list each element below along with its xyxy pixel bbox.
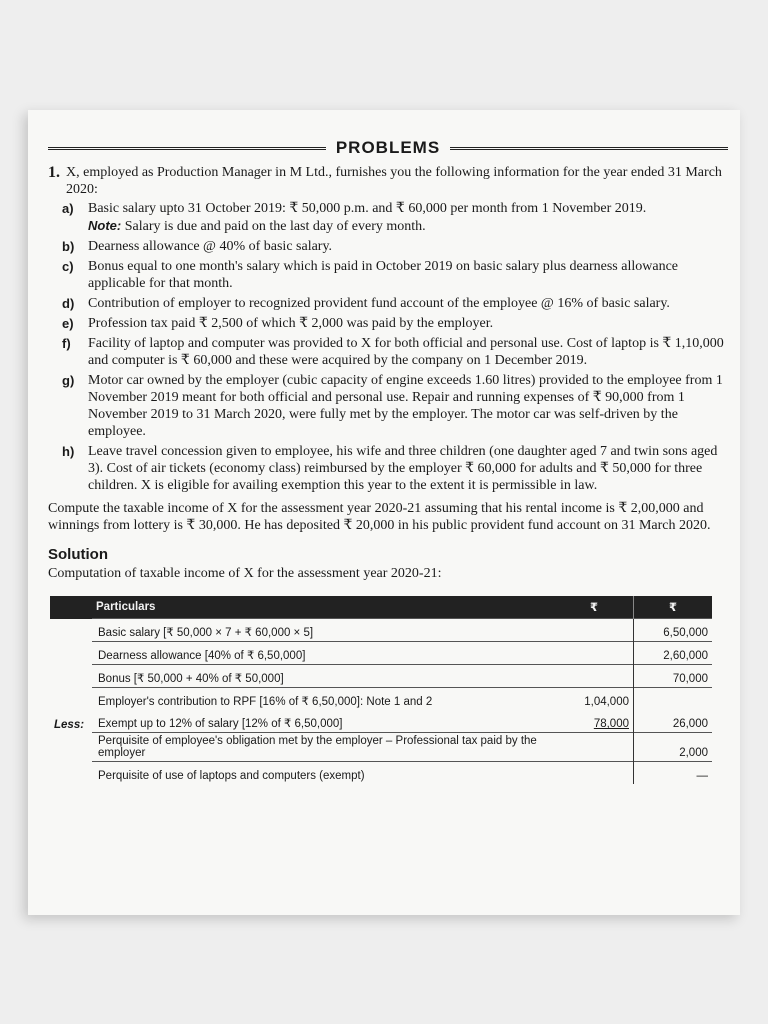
item-text: Facility of laptop and computer was provided to X for both official and personal use. Cost of laptop is ₹ 1,10,000 and computer is ₹ 60,000 and these were acquired by the company on 1 December 2019.: [88, 336, 724, 368]
item-text: Leave travel concession given to employee, his wife and three children (one daughter aged 7 and twin sons aged 3). Cost of air tickets (economy class) reimbursed by the employer ₹ 60,000 for adults and ₹ 50,000 for three children. X is eligible for availing exemption this year to the extent it is permissible in law.: [88, 444, 718, 493]
heading-title: PROBLEMS: [335, 138, 441, 157]
question-item-d: [62, 295, 728, 312]
question-items: [62, 200, 728, 494]
question-header: [48, 164, 728, 198]
item-text: Basic salary upto 31 October 2019: ₹ 50,000 p.m. and ₹ 60,000 per month from 1 November 2019.: [88, 201, 647, 216]
row-prefix: [50, 642, 92, 665]
item-text: Profession tax paid ₹ 2,500 of which ₹ 2,000 was paid by the employer.: [88, 316, 494, 331]
question-item-h: [62, 443, 728, 494]
row-prefix: [50, 688, 92, 711]
row-amount-2: 6,50,000: [634, 619, 713, 642]
section-heading: [48, 138, 728, 158]
heading-rule-right: [450, 147, 728, 150]
item-letter: g): [62, 373, 75, 388]
solution-subtitle: Computation of taxable income of X for the assessment year 2020-21:: [48, 566, 442, 581]
question-item-b: [62, 238, 728, 255]
row-amount-2: 2,000: [634, 733, 713, 762]
question-number: 1.: [48, 164, 60, 181]
heading-rule-left: [48, 147, 326, 150]
row-particulars: Employer's contribution to RPF [16% of ₹ 6,50,000]: Note 1 and 2: [92, 688, 555, 711]
row-particulars: Perquisite of use of laptops and computers (exempt): [92, 762, 555, 785]
item-letter: h): [62, 444, 75, 459]
note-text: Salary is due and paid on the last day of every month.: [124, 219, 426, 234]
row-prefix: [50, 619, 92, 642]
row-amount-1: 1,04,000: [555, 688, 634, 711]
note-label: Note:: [88, 218, 122, 233]
question-item-c: [62, 258, 728, 292]
row-amount-1: [555, 642, 634, 665]
row-prefix: [50, 733, 92, 762]
compute-instruction: Compute the taxable income of X for the assessment year 2020-21 assuming that his rental income is ₹ 2,00,000 and winnings from lottery is ₹ 30,000. He has deposited ₹ 20,000 in his public provident fund account on 31 March 2020.: [48, 501, 711, 533]
table-row: [50, 619, 712, 642]
table-row: [50, 688, 712, 711]
row-particulars: Bonus [₹ 50,000 + 40% of ₹ 50,000]: [92, 665, 555, 688]
row-particulars: Perquisite of employee's obligation met by the employer – Professional tax paid by the employer: [92, 733, 555, 762]
item-letter: f): [62, 336, 71, 351]
table-header-row: [50, 596, 712, 619]
table-row: [50, 665, 712, 688]
row-amount-2: —: [634, 762, 713, 785]
row-amount-2: [634, 688, 713, 711]
table-row: [50, 762, 712, 785]
row-prefix-less: Less:: [54, 718, 85, 731]
header-rupee-col1: ₹: [555, 596, 634, 619]
solution-heading: Solution: [48, 546, 108, 563]
question-item-g: [62, 372, 728, 440]
item-letter: a): [62, 201, 74, 216]
document-page: [28, 110, 740, 915]
row-amount-1: [555, 619, 634, 642]
header-particulars: Particulars: [92, 596, 555, 619]
header-blank: [50, 596, 92, 619]
row-amount-1: 78,000: [555, 710, 634, 733]
header-rupee-col2: ₹: [634, 596, 713, 619]
row-amount-1: [555, 762, 634, 785]
table-row: [50, 710, 712, 733]
row-prefix: [50, 762, 92, 785]
item-text: Dearness allowance @ 40% of basic salary.: [88, 239, 333, 254]
item-letter: d): [62, 296, 75, 311]
page-content: [48, 138, 728, 784]
row-particulars: Exempt up to 12% of salary [12% of ₹ 6,50,000]: [98, 718, 343, 730]
row-amount-1: [555, 665, 634, 688]
computation-table: [50, 596, 712, 784]
item-text: Contribution of employer to recognized provident fund account of the employee @ 16% of basic salary.: [88, 296, 670, 311]
question-item-f: [62, 335, 728, 369]
row-amount-2: 2,60,000: [634, 642, 713, 665]
item-text: Bonus equal to one month's salary which is paid in October 2019 on basic salary plus dearness allowance applicable for that month.: [88, 259, 678, 291]
item-letter: e): [62, 316, 74, 331]
item-letter: b): [62, 239, 75, 254]
row-particulars: Dearness allowance [40% of ₹ 6,50,000]: [92, 642, 555, 665]
table-row: [50, 733, 712, 762]
row-prefix: [50, 665, 92, 688]
question-1: [48, 164, 728, 534]
row-amount-1: [555, 733, 634, 762]
question-item-e: [62, 315, 728, 332]
item-letter: c): [62, 259, 74, 274]
table-row: [50, 642, 712, 665]
row-amount-2: 26,000: [672, 718, 708, 730]
row-particulars: Basic salary [₹ 50,000 × 7 + ₹ 60,000 × 5]: [92, 619, 555, 642]
item-text: Motor car owned by the employer (cubic capacity of engine exceeds 1.60 litres) provided to the employee from 1 November 2019 meant for both official and personal use. Repair and running expenses of ₹ 90,000 from 1 November 2019 to 31 March 2020, were fully met by the employer. The motor car was self-driven by the employee.: [88, 373, 723, 439]
question-item-a: [62, 200, 728, 235]
row-amount-2: 70,000: [634, 665, 713, 688]
question-intro: X, employed as Production Manager in M Ltd., furnishes you the following information for the year ended 31 March 2020:: [66, 165, 722, 197]
item-body: [88, 200, 728, 235]
